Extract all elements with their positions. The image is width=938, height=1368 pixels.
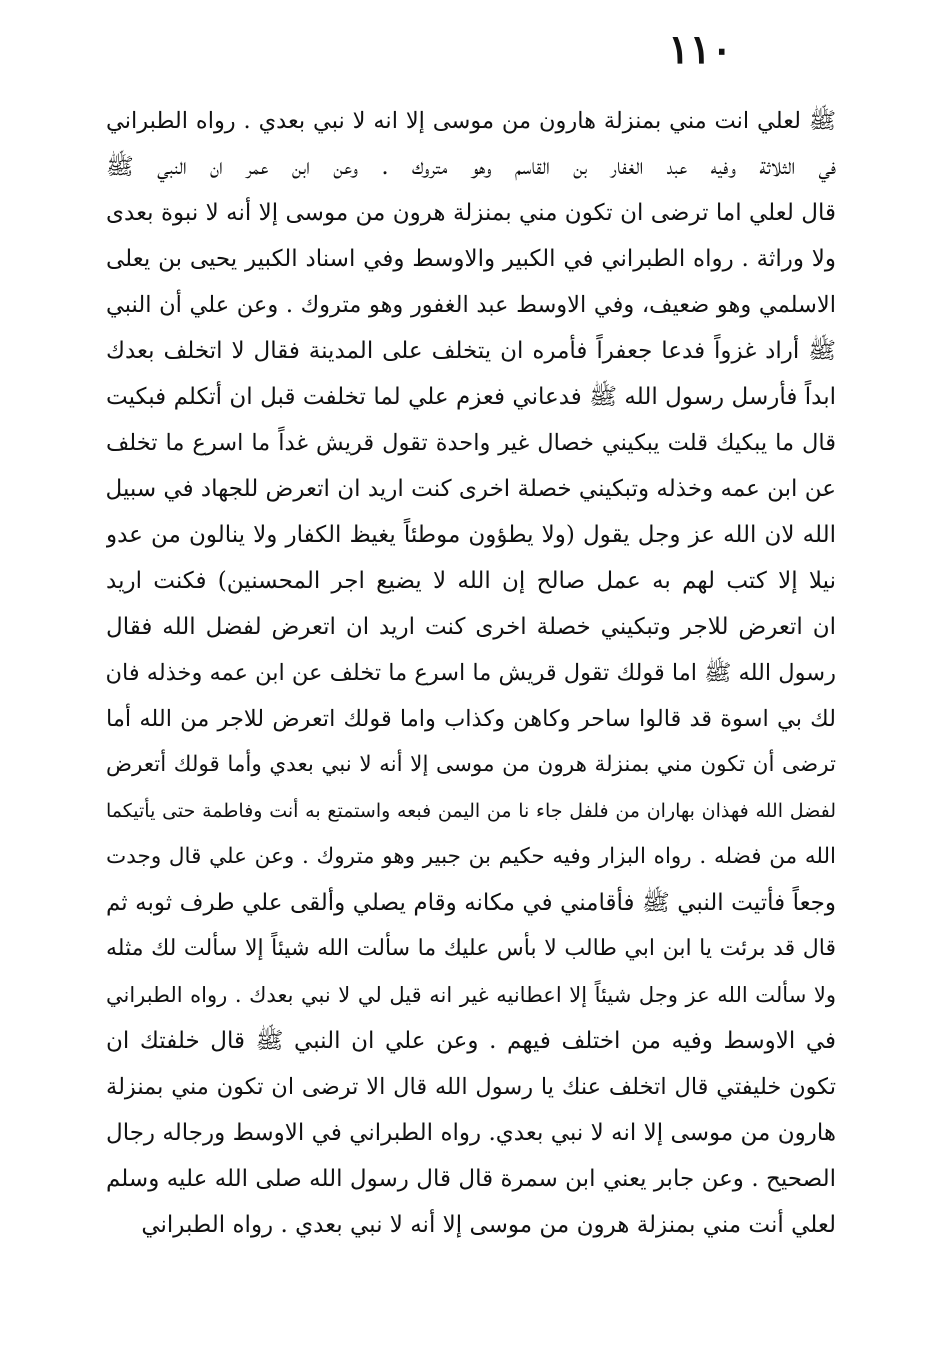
page-body-text [106, 98, 836, 1248]
text-line: ترضى أن تكون مني بمنزلة هرون من موسى إلا أنه لا نبي بعدي وأما قولك أتعرض [106, 752, 836, 777]
text-line: رسول الله ﷺ اما قولك تقول قريش ما اسرع ما تخلف عن ابن عمه وخذله فان [106, 660, 836, 686]
text-line: ﷺ أراد غزواً فدعا جعفراً فأمره ان يتخلف على المدينة فقال لا اتخلف بعدك [106, 338, 836, 364]
text-line: ولا وراثة . رواه الطبراني في الكبير والاوسط وفي اسناد الكبير يحيى بن يعلى [106, 246, 836, 272]
text-line: قال لعلي اما ترضى ان تكون مني بمنزلة هرون من موسى إلا أنه لا نبوة بعدى [106, 200, 836, 226]
text-line: هارون من موسى إلا انه لا نبي بعدي. رواه الطبراني في الاوسط ورجاله رجال [106, 1120, 836, 1146]
text-line: في الثلاثة وفيه عبد الغفار بن القاسم وهو متروك . وعن ابن عمر ان النبي ﷺ [106, 154, 836, 180]
text-line: لعلي أنت مني بمنزلة هرون من موسى إلا أنه لا نبي بعدي . رواه الطبراني [141, 1212, 836, 1238]
text-line: الصحيح . وعن جابر يعني ابن سمرة قال قال رسول الله صلى الله عليه وسلم [106, 1166, 836, 1192]
text-line: لفضل الله فهذان بهاران من فلفل جاء نا من اليمن فبعه واستمتع به أنت وفاطمة حتى يأتيكما [106, 800, 836, 822]
page-number: ١١٠ [668, 26, 733, 73]
text-line: ولا سألت الله عز وجل شيئاً إلا اعطانيه غير انه قيل لي لا نبي بعدك . رواه الطبراني [106, 983, 836, 1007]
text-line: ان اتعرض للاجر وتبكيني خصلة اخرى كنت اريد ان اتعرض لفضل الله فقال [106, 614, 836, 640]
text-line: لك بي اسوة قد قالوا ساحر وكاهن وكذاب واما قولك اتعرض للاجر من الله أما [106, 706, 836, 732]
text-line: نيلا إلا كتب لهم به عمل صالح إن الله لا يضيع اجر المحسنين) فكنت اريد [106, 568, 836, 594]
text-line: قال قد برئت يا ابن ابي طالب لا بأس عليك ما سألت الله شيئاً إلا سألت لك مثله [106, 936, 836, 961]
text-line: ابداً فأرسل رسول الله ﷺ فدعاني فعزم علي لما تخلفت قبل ان أتكلم فبكيت [106, 384, 836, 410]
text-line: الاسلمي وهو ضعيف، وفي الاوسط عبد الغفور وهو متروك . وعن علي أن النبي [106, 292, 836, 318]
text-line: في الاوسط وفيه من اختلف فيهم . وعن علي ان النبي ﷺ قال خلفتك ان [106, 1028, 836, 1054]
text-line: عن ابن عمه وخذله وتبكيني خصلة اخرى كنت اريد ان اتعرض للجهاد في سبيل [106, 476, 836, 502]
text-line: الله لان الله عز وجل يقول (ولا يطؤون موطئاً يغيظ الكفار ولا ينالون من عدو [106, 522, 836, 548]
text-line: الله من فضله . رواه البزار وفيه حكيم بن جبير وهو متروك . وعن علي قال وجدت [106, 844, 836, 869]
text-line: وجعاً فأتيت النبي ﷺ فأقامني في مكانه وقام يصلي وألقى علي طرف ثوبه ثم [106, 890, 836, 916]
text-line: ﷺ لعلي انت مني بمنزلة هارون من موسى إلا انه لا نبي بعدي . رواه الطبراني [106, 108, 836, 134]
text-line: تكون خليفتي قال اتخلف عنك يا رسول الله قال الا ترضى ان تكون مني بمنزلة [106, 1074, 836, 1100]
text-line: قال ما يبكيك قلت يبكيني خصال غير واحدة تقول قريش غداً ما اسرع ما تخلف [106, 430, 836, 456]
